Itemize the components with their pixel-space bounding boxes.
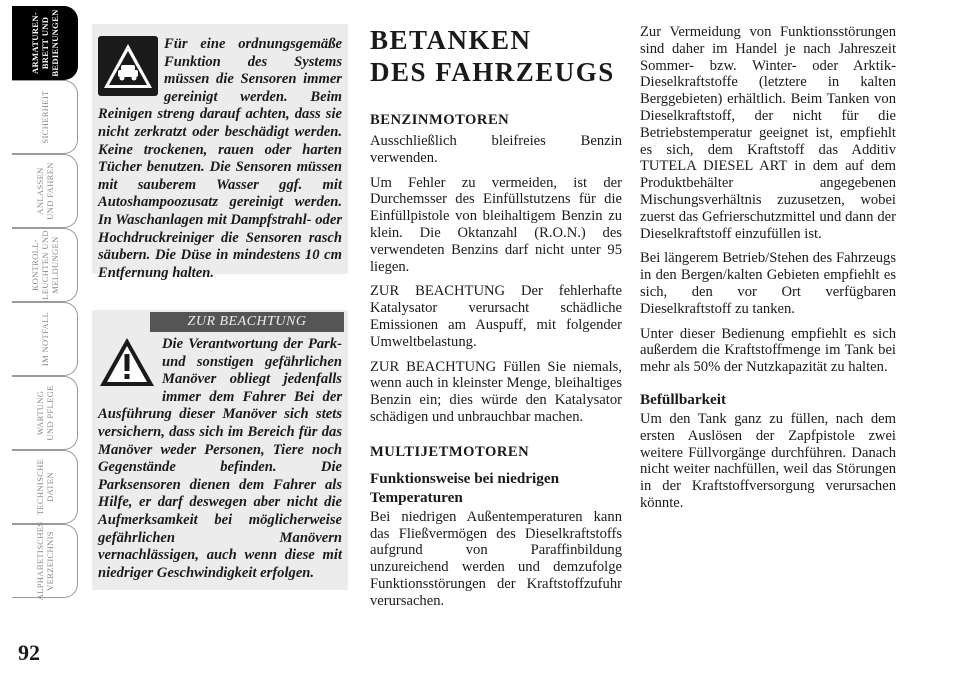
paragraph: Zur Vermeidung von Funktionsstörungen sind daher im Handel je nach Jahreszeit Sommer- bzw. Winter- oder Arktik-Dieselkraftstoffe (letztere in kalten Berggebieten) erhältlich. Beim Tanken von Dieselkraftstoff, der nicht für die Betriebstemperatur geeignet ist, empfiehlt es sich, dem Kraftstoff das Additiv TUTELA DIESEL ART in dem auf dem Produktbehälter angegebenen Mischungsverhältnis zuzusetzen, wobei zuerst das Gefrierschutzmittel und dann der Dieselkraftstoff einzufüllen ist. — [640, 24, 896, 242]
tab-kontrollleuchten[interactable] — [12, 228, 78, 302]
paragraph: Bei längerem Betrieb/Stehen des Fahrzeugs in den Bergen/kalten Gebieten empfiehlt es sich, den vor Ort verfügbaren Dieselkraftstoff zu tanken. — [640, 250, 896, 317]
paragraph: Um den Tank ganz zu füllen, nach dem ersten Auslösen der Zapfpistole zwei weitere Füllvorgänge durchführen. Danach nicht weiter nachfüllen, weil das Störungen in der Kraftstoffversorgung verursachen könnte. — [640, 410, 896, 511]
paragraph: Ausschließlich bleifreies Benzin verwenden. — [370, 133, 622, 166]
tab-wartung[interactable] — [12, 376, 78, 450]
tab-label: KONTROLL- LEUCHTEN UND MELDUNGEN — [29, 230, 60, 300]
tab-label: IM NOTFALL — [39, 311, 50, 367]
tab-label: ARMATUREN- BRETT UND BEDIENUNGEN — [29, 9, 60, 77]
tab-verzeichnis[interactable] — [12, 521, 78, 601]
tab-label: WARTUNG UND PFLEGE — [34, 385, 55, 441]
warning-triangle-icon — [98, 336, 156, 388]
tab-label: SICHERHEIT — [39, 90, 50, 144]
paragraph: Unter dieser Bedienung empfiehlt es sich außerdem die Kraftstoffmenge im Tank bei mehr als 50% der Nutzkapazität zu halten. — [640, 325, 896, 376]
tab-label: TECHNISCHE DATEN — [34, 458, 55, 516]
warning-banner: ZUR BEACHTUNG — [150, 312, 344, 332]
paragraph: ZUR BEACHTUNG Füllen Sie niemals, wenn auch in kleinster Menge, bleihaltiges Benzin ein; dies würde den Katalysator schädigen und unbrauchbar machen. — [370, 358, 622, 425]
care-note: Für eine ordnungsgemäße Funktion des Systems müssen die Sensoren immer gereinigt werden. Beim Reinigen streng darauf achten, dass sie nicht zerkratzt oder beschädigt werden. Keine trockenen, rauen oder harten Tücher benutzen. Die Sensoren müssen mit sauberem Wasser ggf. mit Autoshampoozusatz gereinigt werden. In Waschanlagen mit Dampfstrahl- oder Hochdruckreiniger die Sensoren rasch säubern. Die Düse in mindestens 10 cm Entfernung halten. — [98, 36, 342, 281]
page-title: BETANKEN DES FAHRZEUGS — [370, 25, 615, 87]
car-warning-icon — [98, 36, 158, 96]
section-title-befuellbarkeit: Befüllbarkeit — [640, 390, 727, 408]
right-column — [640, 24, 896, 520]
warning-box — [92, 310, 348, 590]
tab-label: ANLASSEN UND FAHREN — [34, 162, 55, 220]
paragraph: Bei niedrigen Außentemperaturen kann das Fließvermögen des Dieselkraftstoffs aufgrund von Paraffinbildung unzureichend werden und demzufolge Funktionsstörungen der Kraftstoffzufuhr verursachen. — [370, 508, 622, 609]
page-number: 92 — [18, 640, 40, 665]
section-title-multijet: MULTIJETMOTOREN — [370, 443, 530, 460]
tab-sicherheit[interactable] — [12, 80, 78, 154]
paragraph: Um Fehler zu vermeiden, ist der Durchemsser des Einfüllstutzens für die Einfüllpistole von bleihaltigem Benzin zu klein. Die Oktanzahl (R.O.N.) des verwendeten Benzins darf nicht unter 95 liegen. — [370, 174, 622, 275]
tab-armaturenbrett[interactable] — [12, 6, 78, 80]
subsection-title: Funktionsweise bei niedrigen Temperaturen — [370, 469, 560, 506]
paragraph: ZUR BEACHTUNG Der fehlerhafte Katalysator verursacht schädliche Emissionen am Auspuff, mit folgender Umweltbelastung. — [370, 283, 622, 350]
tab-technische-daten[interactable] — [12, 450, 78, 524]
tab-label: ALPHABETISCHES VERZEICHNIS — [34, 521, 55, 601]
chapter-tabs — [12, 6, 78, 601]
warning-note: Die Verantwortung der Park- und sonstigen gefährlichen Manöver obliegt jedenfalls immer dem Fahrer Bei der Ausführung dieser Manöver sich stets versichern, dass sich im Bereich für das Manöver weder Personen, Tiere noch Gegenstände befinden. Die Parksensoren dienen dem Fahrer als Hilfe, er darf deswegen aber nicht die Aufmerksamkeit bei möglicherweise gefährlichen Manövern vernachlässigen, auch wenn diese mit niedriger Geschwindigkeit erfolgen. — [98, 336, 342, 581]
care-note-box — [92, 24, 348, 281]
tab-im-notfall[interactable] — [12, 302, 78, 376]
section-title-benzin: BENZINMOTOREN — [370, 112, 510, 128]
tab-anlassen[interactable] — [12, 154, 78, 228]
middle-column — [370, 24, 622, 618]
